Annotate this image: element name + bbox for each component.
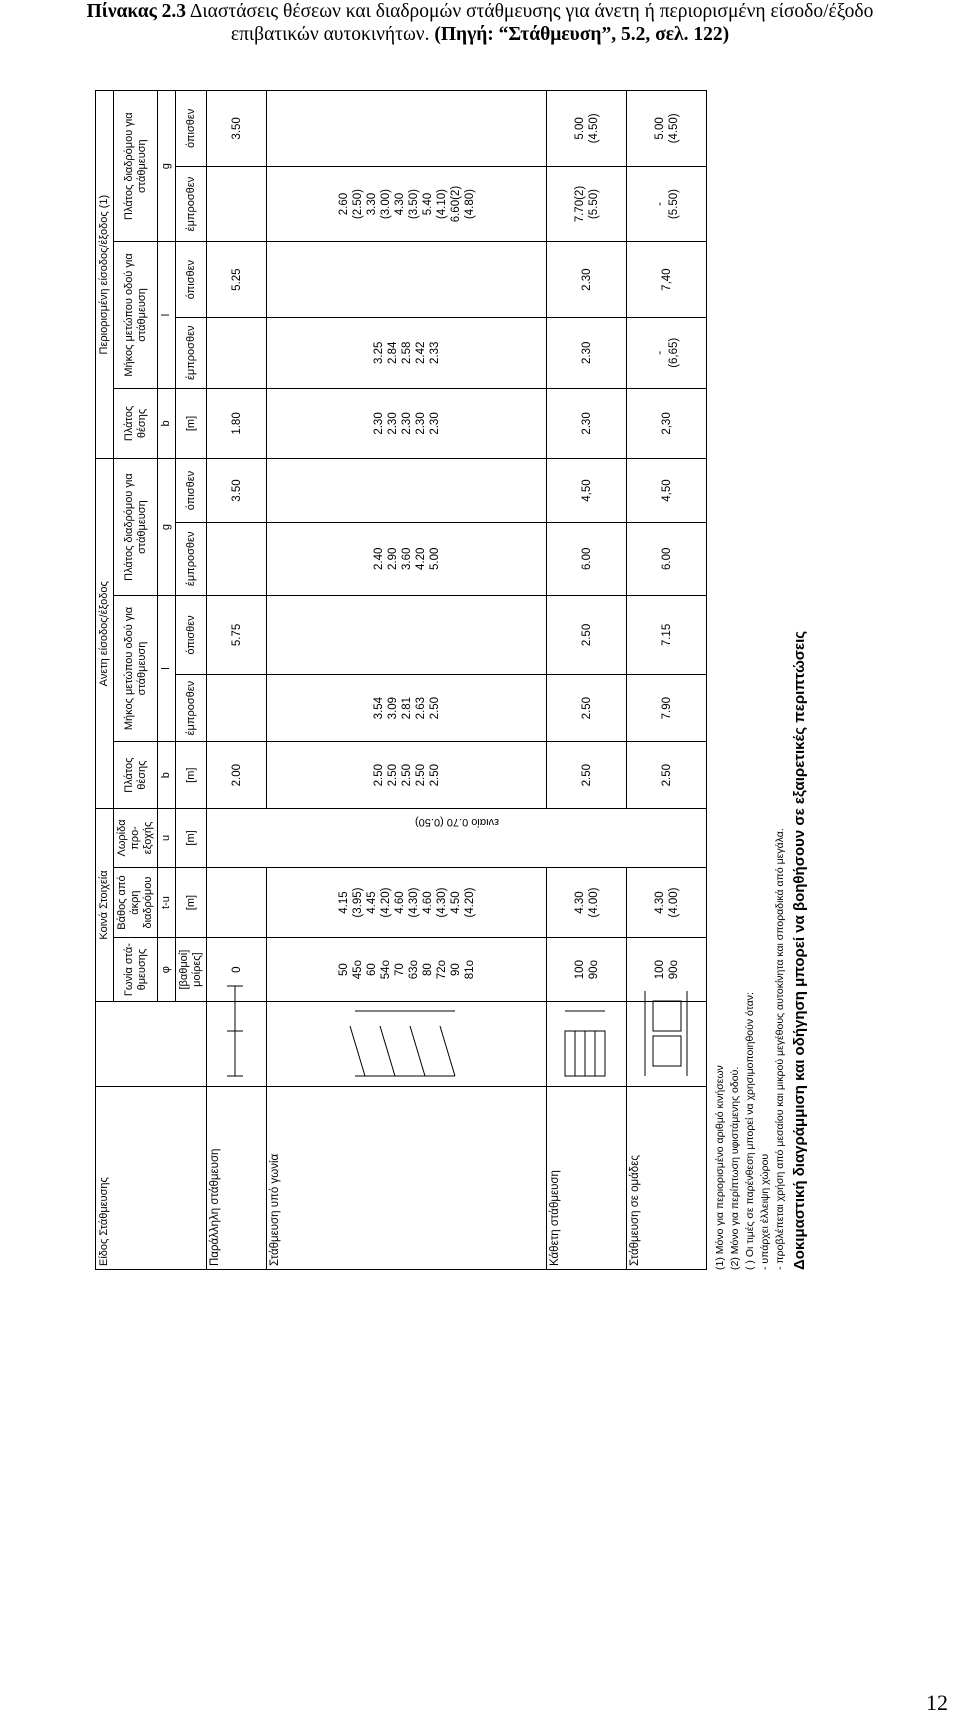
cell-r0-10	[207, 166, 267, 242]
unit-m-3: [m]	[176, 742, 207, 809]
cell-r1-length-r-front: 3.25 2.84 2.58 2.42 2.33	[267, 317, 547, 388]
note-3: ( ) Οι τιμές σε παρένθεση μπορεί να χρησιμοποιηθούν όταν:	[744, 992, 756, 1270]
cell-r0-11: 3.50	[207, 91, 267, 167]
header-front-3: έμπροσθεν	[176, 317, 207, 388]
sym-g-r: g	[158, 91, 176, 242]
cell-r2-8: 2.30	[547, 317, 627, 388]
header-strip: Λωρίδα προ- εξοχής	[114, 809, 158, 868]
parallel-sketch	[207, 1001, 267, 1086]
table-caption	[0, 0, 960, 46]
cell-r0-5	[207, 522, 267, 595]
header-restricted-access: Περιορισμένη είσοδος/έξοδος (1)	[96, 91, 114, 459]
perpendicular-sketch	[547, 1001, 627, 1086]
header-back-4: όπισθεν	[176, 91, 207, 167]
cell-r0-6: 3.50	[207, 459, 267, 522]
sym-t: t-u	[158, 867, 176, 938]
header-parking-type: Είδος Στάθμευσης	[96, 1087, 207, 1270]
sym-b: b	[158, 742, 176, 809]
cell-r3-8: - (6,65)	[627, 317, 707, 388]
angled-sketch	[267, 1001, 547, 1086]
cell-r2-7: 2.30	[547, 388, 627, 459]
header-front-4: έμπροσθεν	[176, 166, 207, 242]
cell-r3-4: 7.15	[627, 595, 707, 674]
caption-line2a: επιβατικών αυτοκινήτων.	[230, 24, 435, 45]
cell-r3-11: 5.00 (4.50)	[627, 91, 707, 167]
header-aisle-r: Πλάτος διαδρόμου για στάθμευση	[114, 91, 158, 242]
sym-g: g	[158, 459, 176, 596]
table-row	[547, 91, 627, 1270]
cell-r3-5: 6.00	[627, 522, 707, 595]
unit-m-1: [m]	[176, 867, 207, 938]
cell-r1-length-back	[267, 595, 547, 674]
row-type: Στάθμευση σε ομάδες	[627, 1087, 707, 1270]
group-parking-sketch	[627, 1001, 707, 1086]
table-row	[627, 91, 707, 1270]
cell-r3-1: 4.30 (4.00)	[627, 867, 707, 938]
note-6: Δοκιμαστική διαγράμμιση και οδήγηση μπορεί να βοηθήσουν σε εξαιρετικές περιπτώσεις	[791, 630, 808, 1270]
cell-strip	[207, 809, 707, 868]
row-type: Κάθετη στάθμευση	[547, 1087, 627, 1270]
header-width: Πλάτος θέσης	[114, 742, 158, 809]
curb-note: ενιαίο 0.70 (0.50)	[414, 815, 499, 828]
cell-r2-10: 7.70(2) (5.50)	[547, 166, 627, 242]
header-angle: Γωνία στά- θμευσης	[114, 938, 158, 1001]
cell-r2-3: 2.50	[547, 675, 627, 742]
rotated-scanned-table	[95, 90, 808, 1270]
table-row	[207, 91, 267, 1270]
cell-r1-aisle-r-back	[267, 91, 547, 167]
cell-r3-2: 2.50	[627, 742, 707, 809]
cell-r2-4: 2.50	[547, 595, 627, 674]
cell-r0-7: 1.80	[207, 388, 267, 459]
caption-source: (Πηγή: “Στάθμευση”, 5.2, σελ. 122)	[434, 24, 730, 45]
table-notes	[713, 90, 807, 1270]
cell-r3-6: 4,50	[627, 459, 707, 522]
cell-r0-3	[207, 675, 267, 742]
sym-l-r: l	[158, 242, 176, 388]
cell-r2-5: 6.00	[547, 522, 627, 595]
cell-r3-0: 100 90ο	[627, 938, 707, 1001]
sym-u: u	[158, 809, 176, 868]
caption-label: Πίνακας 2.3	[86, 1, 187, 22]
unit-m-4: [m]	[176, 388, 207, 459]
cell-r2-11: 5.00 (4.50)	[547, 91, 627, 167]
cell-r1-aisle-back	[267, 459, 547, 522]
note-5: - προβλέπεται χρήση από μεσαίου και μικρού μεγέθους αυτοκίνητα και σποραδικά από μεγάλα.	[774, 828, 786, 1270]
header-back-1: όπισθεν	[176, 595, 207, 674]
cell-r3-9: 7,40	[627, 242, 707, 318]
row-type: Παράλληλη στάθμευση	[207, 1087, 267, 1270]
table-row	[267, 91, 547, 1270]
unit-m-2: [m]	[176, 809, 207, 868]
cell-r0-0: 0	[207, 938, 267, 1001]
cell-r2-9: 2.30	[547, 242, 627, 318]
sym-b-r: b	[158, 388, 176, 459]
sym-phi: φ	[158, 938, 176, 1001]
cell-r2-0: 100 90ο	[547, 938, 627, 1001]
header-sketch	[96, 1001, 207, 1086]
cell-r3-7: 2,30	[627, 388, 707, 459]
cell-r0-4: 5.75	[207, 595, 267, 674]
cell-r0-8	[207, 317, 267, 388]
cell-r1-angle: 50 45ο 60 54ο 70 63ο 80 72ο 90 81ο	[267, 938, 547, 1001]
header-length-r: Μήκος μετώπου οδού για στάθμευση	[114, 242, 158, 388]
cell-r3-10: - (5.50)	[627, 166, 707, 242]
caption-line1: Διαστάσεις θέσεων και διαδρομών στάθμευσης για άνετη ή περιορισμένη είσοδο/έξοδο	[186, 1, 874, 22]
cell-r1-depth: 4.15 (3.95) 4.45 (4.20) 4.60 (4.30) 4.60 (4.30) 4.50 (4.20)	[267, 867, 547, 938]
note-2: (2) Μόνο για περίπτωση υφιστάμενης οδού.	[729, 1066, 741, 1270]
header-aisle: Πλάτος διαδρόμου για στάθμευση	[114, 459, 158, 596]
cell-r0-9: 5.25	[207, 242, 267, 318]
sym-l: l	[158, 595, 176, 741]
unit-deg: [βαθμοί] μοίρες]	[176, 938, 207, 1001]
cell-r2-1: 4.30 (4.00)	[547, 867, 627, 938]
parking-dimensions-table	[95, 90, 707, 1270]
header-length: Μήκος μετώπου οδού για στάθμευση	[114, 595, 158, 741]
note-1: (1) Μόνο για περιορισμένο αριθμό κινήσεων	[714, 1065, 726, 1270]
cell-r0-1	[207, 867, 267, 938]
cell-r1-width-r: 2.30 2.30 2.30 2.30 2.30	[267, 388, 547, 459]
cell-r2-6: 4,50	[547, 459, 627, 522]
row-type: Στάθμευση υπό γωνία	[267, 1087, 547, 1270]
cell-r1-length-front: 3.54 3.09 2.81 2.63 2.50	[267, 675, 547, 742]
cell-r0-2: 2.00	[207, 742, 267, 809]
header-front-1: έμπροσθεν	[176, 675, 207, 742]
cell-r1-width: 2.50 2.50 2.50 2.50 2.50	[267, 742, 547, 809]
header-width-r: Πλάτος θέσης	[114, 388, 158, 459]
header-free-access: Ανετη είσοδος/έξοδος	[96, 459, 114, 809]
cell-r1-length-r-back	[267, 242, 547, 318]
cell-r2-2: 2.50	[547, 742, 627, 809]
cell-r3-3: 7.90	[627, 675, 707, 742]
header-common: Κοινά Στοιχεία	[96, 809, 114, 1002]
header-front-2: έμπροσθεν	[176, 522, 207, 595]
cell-r1-aisle-r-front: 2.60 (2.50) 3.30 (3.00) 4.30 (3.50) 5.40 (4.10) 6.60(2) (4.80)	[267, 166, 547, 242]
header-back-3: όπισθεν	[176, 242, 207, 318]
header-back-2: όπισθεν	[176, 459, 207, 522]
cell-r1-aisle-front: 2.40 2.90 3.60 4.20 5.00	[267, 522, 547, 595]
page-number: 12	[926, 1690, 948, 1715]
header-depth: Βάθος από άκρη διαδρόμου	[114, 867, 158, 938]
note-4: - υπάρχει έλλειψη χώρου	[759, 1153, 771, 1270]
